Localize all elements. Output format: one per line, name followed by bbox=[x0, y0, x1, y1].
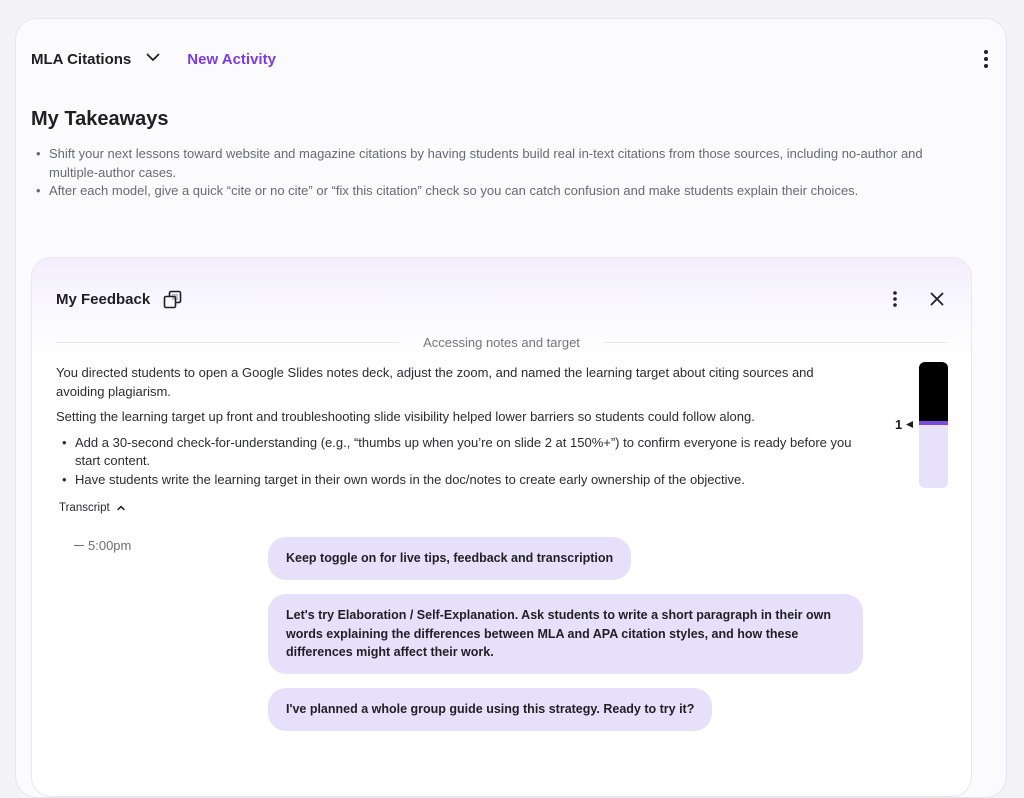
more-options-button[interactable] bbox=[976, 47, 996, 71]
suggestions-list bbox=[56, 434, 856, 490]
takeaway-item: • Shift your next lessons toward website and magazine citations by having students build real in-text citations from those sources, including no-author and multiple-author cases. bbox=[31, 145, 961, 182]
transcript-label: Transcript bbox=[59, 502, 110, 514]
meter-marker bbox=[919, 421, 948, 425]
feedback-panel bbox=[31, 257, 972, 797]
more-vertical-icon bbox=[983, 49, 989, 69]
feedback-paragraph: Setting the learning target up front and troubleshooting slide visibility helped lower barriers so students could follow along. bbox=[56, 409, 755, 424]
activity-name: MLA Citations bbox=[31, 50, 132, 68]
message-bubble[interactable]: I've planned a whole group guide using this strategy. Ready to try it? bbox=[268, 688, 712, 731]
feedback-header bbox=[56, 288, 949, 310]
caret-left-icon bbox=[905, 420, 914, 429]
meter-level-label: 1 bbox=[895, 417, 903, 432]
suggestion-item: • Have students write the learning target in their own words in the doc/notes to create early ownership of the objective. bbox=[56, 471, 856, 490]
copy-button[interactable] bbox=[163, 289, 183, 309]
feedback-more-button[interactable] bbox=[883, 287, 907, 311]
new-activity-link[interactable]: New Activity bbox=[187, 50, 276, 68]
section-label: Accessing notes and target bbox=[423, 334, 580, 350]
suggestion-item: • Add a 30-second check-for-understanding (e.g., “thumbs up when you’re on slide 2 at 150%+”) to confirm everyone is ready before you start content. bbox=[56, 434, 856, 471]
transcript-timestamp bbox=[74, 538, 131, 553]
feedback-paragraph: You directed students to open a Google Slides notes deck, adjust the zoom, and named the learning target about citing sources and avoiding plagiarism. bbox=[56, 365, 814, 399]
top-bar bbox=[31, 44, 996, 74]
level-meter bbox=[919, 362, 948, 488]
message-bubble: Keep toggle on for live tips, feedback and transcription bbox=[268, 537, 631, 580]
feedback-body bbox=[56, 364, 856, 489]
takeaway-item: • After each model, give a quick “cite or no cite” or “fix this citation” check so you can catch confusion and make students explain their choices. bbox=[31, 182, 961, 201]
message-bubble: Let's try Elaboration / Self-Explanation. Ask students to write a short paragraph in their own words explaining the differences between MLA and APA citation styles, and how these differences might affect their work. bbox=[268, 594, 863, 674]
takeaways-list bbox=[31, 145, 961, 201]
takeaways-title: My Takeaways bbox=[31, 108, 169, 130]
meter-fill bbox=[919, 362, 948, 421]
transcript-toggle[interactable] bbox=[59, 502, 126, 514]
copy-icon bbox=[163, 290, 182, 309]
chevron-up-icon bbox=[116, 503, 126, 513]
timestamp-dash bbox=[74, 545, 84, 547]
more-vertical-icon bbox=[892, 290, 898, 308]
divider-line bbox=[604, 342, 947, 343]
timestamp-text: 5:00pm bbox=[88, 538, 132, 553]
chevron-down-icon bbox=[145, 49, 161, 70]
meter-level bbox=[895, 417, 914, 432]
close-button[interactable] bbox=[925, 287, 949, 311]
activity-selector[interactable] bbox=[31, 49, 161, 70]
divider-line bbox=[56, 342, 399, 343]
feedback-actions bbox=[883, 287, 949, 311]
close-icon bbox=[930, 292, 944, 306]
feedback-title: My Feedback bbox=[56, 290, 151, 308]
section-divider bbox=[56, 332, 947, 352]
